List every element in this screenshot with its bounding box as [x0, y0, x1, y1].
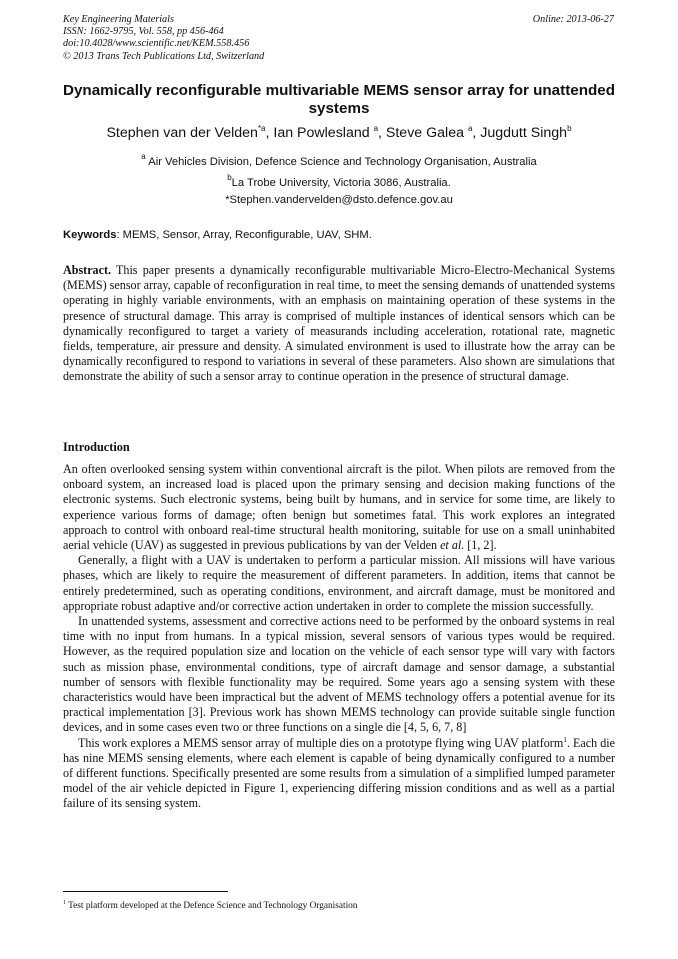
copyright-line: © 2013 Trans Tech Publications Ltd, Switzerland — [63, 50, 265, 62]
author-mark: b — [567, 124, 572, 133]
paper-title: Dynamically reconfigurable multivariable MEMS sensor array for unattended systems — [63, 82, 615, 117]
author-separator: , — [472, 125, 481, 141]
introduction-body — [63, 462, 615, 812]
journal-header — [63, 14, 264, 63]
abstract-label: Abstract. — [63, 263, 112, 277]
author-separator: , — [378, 125, 386, 141]
author-separator: , — [265, 125, 274, 141]
corresponding-email: *Stephen.vandervelden@dsto.defence.gov.au — [225, 194, 453, 206]
affiliation-a — [63, 150, 615, 169]
keywords — [63, 228, 372, 242]
author-mark: a — [467, 124, 473, 133]
author-mark: *a — [257, 124, 266, 133]
footnote-reference[interactable]: 1 — [563, 734, 567, 744]
paragraph: In unattended systems, assessment and corrective actions need to be performed by the onboard systems in real time with no input from humans. In a typical mission, several sensors of various types would be required. However, as the required population size and location on the vehicle of each sensor type will vary with factors such as mission phase, environmental conditions, type of aircraft damage and sensor damage, a substantial number of sensors with flexible functionality may be required. Some years ago a sensing system with these characteristics would have been impractical but the advent of MEMS technology offers a potential avenue for its practical implementation [3]. Previous work has shown MEMS technology can provide suitable single function devices, and in some cases even two or three functions on a single die [4, 5, 6, 7, 8] — [63, 614, 615, 735]
online-date: Online: 2013-06-27 — [532, 14, 614, 25]
footnote-text: Test platform developed at the Defence Science and Technology Organisation — [66, 901, 358, 911]
keywords-text: : MEMS, Sensor, Array, Reconfigurable, UAV, SHM. — [116, 229, 372, 241]
emphasis-text: et al. — [440, 538, 465, 553]
paragraph-text: . Each die has nine MEMS sensing elements, where each element is capable of being dynamically configured to a number of different functions. Specifically presented are some results from a simulation of a simplified lumped parameter model of the air vehicle depicted in Figure 1, experiencing differing mission conditions and as well as a partial failure of its sensing system. — [63, 735, 616, 811]
footnote-mark: 1 — [63, 900, 66, 906]
footnote — [63, 898, 357, 912]
keywords-label: Keywords — [63, 229, 117, 241]
paragraph: Generally, a flight with a UAV is undertaken to perform a particular mission. All missions will have various phases, which are likely to require the measurement of different parameters. In addition, items that cannot be entirely predetermined, such as operating conditions, environment, and aircraft damage, must be monitored and appropriate robust adaptive and/or corrective action undertaken in order to complete the mission successfully. — [63, 553, 615, 613]
section-heading-introduction: Introduction — [63, 440, 130, 454]
author-name: Stephen van der Velden — [106, 125, 258, 141]
affiliation-text: La Trobe University, Victoria 3086, Australia. — [231, 177, 451, 189]
affiliation-mark: b — [227, 173, 232, 182]
author-mark: a — [373, 124, 379, 133]
affiliation-mark: a — [141, 152, 146, 161]
journal-name: Key Engineering Materials — [63, 14, 174, 25]
affiliation-b — [63, 171, 615, 190]
footnote-divider — [63, 891, 228, 892]
paragraph — [63, 736, 615, 812]
doi-line: doi:10.4028/www.scientific.net/KEM.558.456 — [63, 38, 250, 50]
issn-line: ISSN: 1662-9795, Vol. 558, pp 456-464 — [63, 26, 224, 38]
abstract-text: This paper presents a dynamically reconfigurable multivariable Micro-Electro-Mechanical Systems (MEMS) sensor array, capable of reconfiguration in real time, to meet the sensing demands of unattended systems operating in highly variable environments, with an emphasis on maintaining operation of these systems in the presence of structural damage. This array is comprised of multiple instances of identical sensors which can be dynamically reconfigured to target a variety of measurands including acceleration, rotational rate, magnetic fields, temperature, air pressure and density. A simulated environment is used to illustrate how the array can be dynamically reconfigured to respond to variations in several of these parameters. Also shown are simulations that demonstrate the ability of such a sensor array to continue operation in the presence of structural damage. — [63, 263, 616, 384]
affiliation-text: Air Vehicles Division, Defence Science and Technology Organisation, Australia — [145, 156, 537, 168]
citation-text: [1, 2]. — [464, 538, 497, 553]
paragraph — [63, 462, 615, 553]
author-list — [40, 120, 638, 142]
author-name: Jugdutt Singh — [480, 125, 568, 141]
author-name: Steve Galea — [385, 125, 468, 141]
paragraph-text: This work explores a MEMS sensor array of multiple dies on a prototype flying wing UAV platform — [78, 735, 564, 750]
abstract — [63, 263, 615, 385]
paragraph-text: An often overlooked sensing system within conventional aircraft is the pilot. When pilots are removed from the onboard system, an increased load is placed upon the primary sensing and decision making functions of the electronic systems. Such electronic systems, being built by humans, and in service for some time, are likely to experience various forms of damage; often benign but sometimes fatal. This work explores an integrated approach to control with onboard real-time structural health monitoring, suitable for use on a small uninhabited aerial vehicle (UAV) as suggested in previous publications by van der Velden — [63, 462, 615, 553]
author-name: Ian Powlesland — [273, 125, 374, 141]
